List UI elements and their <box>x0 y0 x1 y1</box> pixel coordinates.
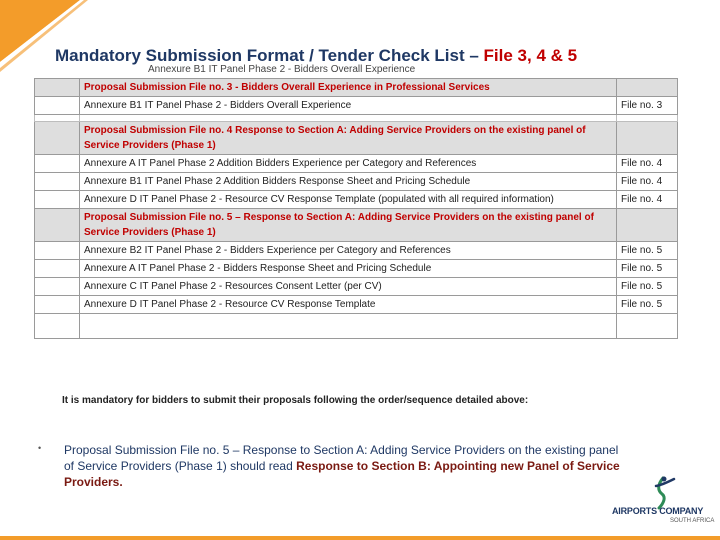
row-index-cell <box>35 97 80 115</box>
corner-decoration <box>0 0 100 90</box>
row-description-cell: Annexure A IT Panel Phase 2 - Bidders Response Sheet and Pricing Schedule <box>80 260 617 278</box>
row-file-cell: File no. 5 <box>617 278 678 296</box>
bullet-paragraph <box>64 442 624 490</box>
row-description-cell: Annexure B2 IT Panel Phase 2 - Bidders Experience per Category and References <box>80 242 617 260</box>
row-file-cell: File no. 4 <box>617 173 678 191</box>
row-description-cell: Annexure B1 IT Panel Phase 2 Addition Bidders Response Sheet and Pricing Schedule <box>80 173 617 191</box>
row-index-cell <box>35 314 80 339</box>
row-file-cell: File no. 3 <box>617 97 678 115</box>
mandatory-note: It is mandatory for bidders to submit their proposals following the order/sequence detailed above: <box>62 395 529 406</box>
cropped-text-line <box>148 64 416 78</box>
company-logo <box>612 476 715 526</box>
row-index-cell <box>35 209 80 242</box>
row-file-cell: File no. 5 <box>617 296 678 314</box>
row-file-cell: File no. 4 <box>617 155 678 173</box>
row-description-cell: Annexure D IT Panel Phase 2 - Resource CV Response Template (populated with all required information) <box>80 191 617 209</box>
row-file-cell <box>617 115 678 122</box>
row-index-cell <box>35 79 80 97</box>
row-index-cell <box>35 122 80 155</box>
section-header-row <box>35 209 678 242</box>
table-row <box>35 191 678 209</box>
page-title <box>55 46 695 66</box>
row-index-cell <box>35 155 80 173</box>
row-description-cell: Annexure D IT Panel Phase 2 - Resource CV Response Template <box>80 296 617 314</box>
row-description-cell: Proposal Submission File no. 4 Response to Section A: Adding Service Providers on the existing panel of Service Providers (Phase 1) <box>80 122 617 155</box>
row-file-cell <box>617 314 678 339</box>
row-file-cell: File no. 5 <box>617 242 678 260</box>
row-description-cell: Proposal Submission File no. 3 - Bidders Overall Experience in Professional Services <box>80 79 617 97</box>
row-description-cell: Annexure A IT Panel Phase 2 Addition Bidders Experience per Category and References <box>80 155 617 173</box>
row-index-cell <box>35 242 80 260</box>
title-main: Mandatory Submission Format / Tender Check List – <box>55 46 484 65</box>
title-accent: File 3, 4 & 5 <box>483 46 578 65</box>
table-row <box>35 97 678 115</box>
table-row <box>35 314 678 339</box>
row-description-cell <box>80 314 617 339</box>
bottom-accent-bar <box>0 536 720 540</box>
row-file-cell <box>617 122 678 155</box>
bullet-icon: • <box>38 443 42 453</box>
table-row <box>35 278 678 296</box>
row-index-cell <box>35 296 80 314</box>
table-row <box>35 173 678 191</box>
logo-region: SOUTH AFRICA <box>670 518 715 524</box>
logo-name: AIRPORTS COMPANY <box>612 506 704 516</box>
row-file-cell <box>617 209 678 242</box>
checklist-table <box>34 78 678 339</box>
row-file-cell <box>617 79 678 97</box>
bullet-text: Proposal Submission File no. 5 – Response to Section A: Adding Service Providers on the existing panel of Service Providers (Phase 1) should read <box>64 443 619 473</box>
row-file-cell: File no. 5 <box>617 260 678 278</box>
row-description-cell: Proposal Submission File no. 5 – Response to Section A: Adding Service Providers on the existing panel of Service Providers (Phase 1) <box>80 209 617 242</box>
section-header-row <box>35 79 678 97</box>
row-file-cell: File no. 4 <box>617 191 678 209</box>
table-row <box>35 296 678 314</box>
table-row <box>35 155 678 173</box>
row-description-cell: Annexure C IT Panel Phase 2 - Resources Consent Letter (per CV) <box>80 278 617 296</box>
bullet-bold-text: Response to Section B: Appointing new Panel of Service Providers. <box>64 459 620 489</box>
row-description-cell: Annexure B1 IT Panel Phase 2 - Bidders Overall Experience <box>80 97 617 115</box>
table-row <box>35 242 678 260</box>
cropped-text: Annexure B1 IT Panel Phase 2 - Bidders Overall Experience <box>148 64 416 75</box>
row-index-cell <box>35 191 80 209</box>
row-index-cell <box>35 173 80 191</box>
section-header-row <box>35 122 678 155</box>
row-index-cell <box>35 278 80 296</box>
table-row <box>35 115 678 122</box>
table-row <box>35 260 678 278</box>
row-index-cell <box>35 260 80 278</box>
logo-bird-icon <box>648 476 678 510</box>
row-index-cell <box>35 115 80 122</box>
row-description-cell <box>80 115 617 122</box>
